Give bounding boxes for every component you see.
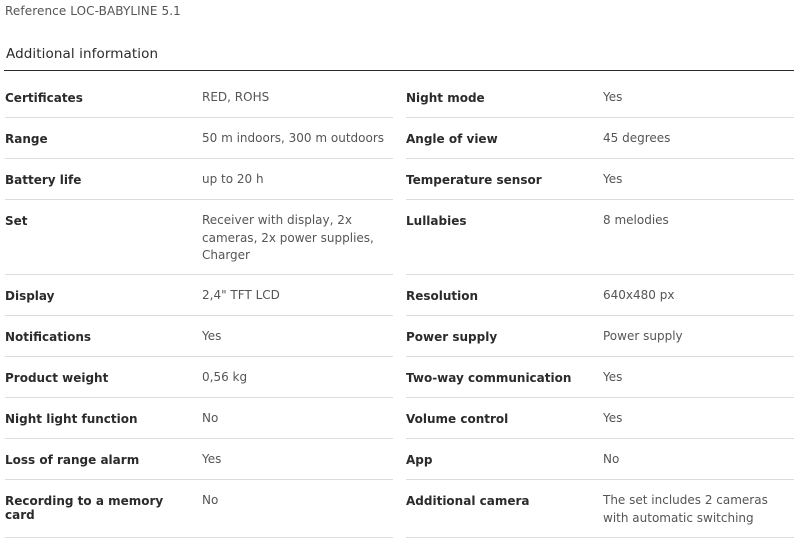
spec-value: Yes [603, 370, 623, 384]
spec-value: 8 melodies [603, 213, 669, 227]
spec-row [5, 200, 393, 275]
spec-value: 45 degrees [603, 131, 671, 145]
spec-label: Notifications [5, 330, 92, 344]
spec-value: Yes [202, 452, 222, 466]
spec-row [406, 480, 794, 538]
spec-value: Yes [603, 90, 623, 104]
spec-row [406, 357, 794, 398]
spec-label: Lullabies [406, 214, 467, 228]
product-reference: Reference LOC-BABYLINE 5.1 [5, 4, 181, 18]
spec-row [406, 316, 794, 357]
spec-label: Display [5, 289, 55, 303]
spec-value: Power supply [603, 329, 683, 343]
spec-table-right [406, 77, 794, 538]
spec-label: Product weight [5, 371, 109, 385]
spec-row [406, 398, 794, 439]
spec-value: No [603, 452, 620, 466]
spec-row [406, 118, 794, 159]
section-title: Additional information [6, 46, 159, 62]
spec-label: Certificates [5, 91, 83, 105]
spec-label: Battery life [5, 173, 82, 187]
spec-value: Yes [603, 172, 623, 186]
spec-row [406, 275, 794, 316]
spec-row [5, 77, 393, 118]
spec-label: Volume control [406, 412, 509, 426]
spec-row [5, 439, 393, 480]
spec-label: Range [5, 132, 48, 146]
spec-label: App [406, 453, 433, 467]
spec-value: up to 20 h [202, 172, 264, 186]
spec-row [406, 200, 794, 275]
spec-value: 50 m indoors, 300 m outdoors [202, 131, 385, 145]
spec-row [5, 275, 393, 316]
spec-value: 640x480 px [603, 288, 675, 302]
spec-value: 0,56 kg [202, 370, 248, 384]
spec-row [5, 480, 393, 538]
spec-value: RED, ROHS [202, 90, 270, 104]
spec-label: Night mode [406, 91, 485, 105]
spec-label: Angle of view [406, 132, 498, 146]
spec-value: Yes [603, 411, 623, 425]
spec-table-left [5, 77, 393, 538]
spec-value: 2,4" TFT LCD [202, 288, 280, 302]
section-divider [4, 70, 794, 71]
spec-value: No [202, 493, 219, 507]
spec-row [406, 159, 794, 200]
spec-label: Night light function [5, 412, 138, 426]
spec-row [406, 439, 794, 480]
spec-row [5, 357, 393, 398]
spec-value: Yes [202, 329, 222, 343]
spec-label: Additional camera [406, 494, 530, 508]
spec-row [5, 316, 393, 357]
spec-label: Recording to a memory card [5, 494, 164, 522]
spec-label: Two-way communication [406, 371, 572, 385]
spec-label: Resolution [406, 289, 479, 303]
spec-label: Loss of range alarm [5, 453, 140, 467]
spec-label: Power supply [406, 330, 498, 344]
spec-row [5, 159, 393, 200]
spec-row [5, 118, 393, 159]
spec-row [406, 77, 794, 118]
spec-row [5, 398, 393, 439]
spec-value: No [202, 411, 219, 425]
spec-value: Receiver with display, 2x cameras, 2x power supplies, Charger [202, 213, 374, 262]
spec-label: Set [5, 214, 28, 228]
spec-label: Temperature sensor [406, 173, 542, 187]
spec-value: The set includes 2 cameras with automatic switching [603, 493, 768, 525]
